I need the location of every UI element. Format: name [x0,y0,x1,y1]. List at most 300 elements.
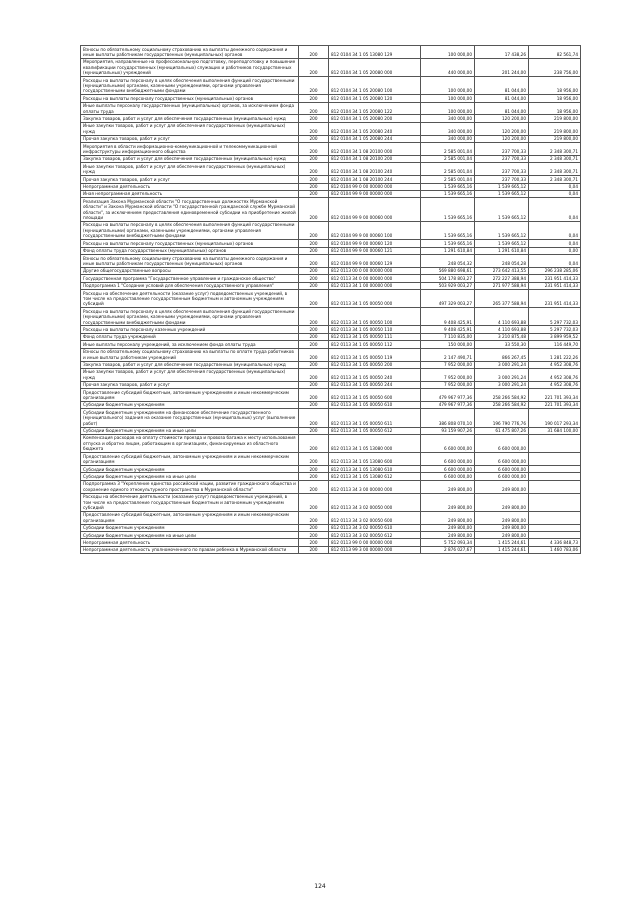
row-remainder-amount [529,434,581,452]
row-approved-amount: 93 159 907,26 [421,427,475,434]
row-budget-code: 812 0113 34 1 05 00050 119 [329,348,421,361]
table-row [81,95,581,102]
row-line-code: 200 [299,247,329,254]
row-line-code: 200 [299,341,329,348]
row-executed-amount: 6 600 000,00 [475,434,529,452]
row-remainder-amount: 221 701 393,34 [529,389,581,402]
row-approved-amount: 479 967 977,36 [421,401,475,408]
row-remainder-amount: 219 800,00 [529,122,581,135]
row-executed-amount: 81 044,00 [475,77,529,95]
row-remainder-amount [529,524,581,531]
row-name: Подпрограмма 1 "Создание условий для обеспечения государственного управления" [81,282,299,289]
table-row [81,290,581,308]
row-name: Мероприятия в области информационно-коммуникационной и телекоммуникационной инфраструктуры информационного общества [81,143,299,156]
row-budget-code: 812 0113 34 1 05 00050 110 [329,326,421,333]
table-body [81,46,581,554]
row-line-code: 200 [299,453,329,466]
row-approved-amount: 7 952 000,00 [421,381,475,388]
row-approved-amount: 1 539 665,16 [421,183,475,190]
row-budget-code: 812 0113 34 1 05 13080 612 [329,473,421,480]
row-budget-code: 812 0104 99 9 00 00000 000 [329,190,421,197]
row-line-code: 200 [299,524,329,531]
row-budget-code: 812 0113 34 3 00 00000 000 [329,480,421,493]
row-name: Иные выплаты персоналу государственных (муниципальных) органов, за исключением фонда оплаты труда [81,102,299,115]
table-row [81,480,581,493]
row-line-code: 200 [299,163,329,176]
row-remainder-amount: 0,04 [529,240,581,247]
row-budget-code: 812 0113 34 1 05 13080 000 [329,434,421,452]
row-approved-amount: 1 539 665,16 [421,198,475,222]
row-budget-code: 812 0113 34 3 02 00050 612 [329,532,421,539]
row-remainder-amount: 2 348 300,71 [529,176,581,183]
row-budget-code: 812 0104 34 1 05 13080 129 [329,46,421,59]
row-name: Закупка товаров, работ и услуг для обеспечения государственных (муниципальных) нужд [81,361,299,368]
row-remainder-amount: 231 951 414,33 [529,290,581,308]
row-approved-amount: 2 876 027,67 [421,546,475,553]
row-line-code: 200 [299,493,329,511]
row-approved-amount: 386 808 070,10 [421,409,475,427]
row-executed-amount: 249 800,00 [475,532,529,539]
row-approved-amount: 6 600 000,00 [421,453,475,466]
row-name: Субсидии бюджетным учреждениям [81,401,299,408]
table-row [81,389,581,402]
row-line-code: 200 [299,480,329,493]
row-name: Иные выплаты персоналу учреждений, за исключением фонда оплаты труда [81,341,299,348]
row-budget-code: 812 0104 99 0 00 00000 000 [329,183,421,190]
row-executed-amount: 1 291 610,84 [475,247,529,254]
table-row [81,434,581,452]
table-row [81,155,581,162]
row-name: Расходы на обеспечение деятельности (оказание услуг) подведомственных учреждений, в том числе на предоставление государственным бюджетным и автономным учреждениям субсидий [81,493,299,511]
row-executed-amount: 81 044,00 [475,95,529,102]
row-remainder-amount: 1 460 783,06 [529,546,581,553]
row-name: Субсидии бюджетным учреждениям [81,466,299,473]
row-approved-amount: 504 178 803,27 [421,275,475,282]
row-name: Закупка товаров, работ и услуг для обеспечения государственных (муниципальных) нужд [81,155,299,162]
row-executed-amount: 1 539 665,12 [475,221,529,239]
row-line-code: 200 [299,427,329,434]
row-line-code: 200 [299,389,329,402]
table-row [81,183,581,190]
row-remainder-amount: 0,04 [529,255,581,268]
row-remainder-amount: 82 561,74 [529,46,581,59]
row-remainder-amount [529,453,581,466]
row-name: Субсидии бюджетным учреждениям на иные цели [81,427,299,434]
row-line-code: 200 [299,282,329,289]
row-budget-code: 812 0113 34 3 02 00050 000 [329,493,421,511]
row-approved-amount: 7 110 835,00 [421,333,475,340]
table-row [81,282,581,289]
row-line-code: 200 [299,434,329,452]
row-executed-amount: 3 210 875,48 [475,333,529,340]
row-line-code: 200 [299,155,329,162]
table-row [81,115,581,122]
row-executed-amount: 237 700,33 [475,143,529,156]
row-budget-code: 812 0113 34 1 05 00050 111 [329,333,421,340]
row-executed-amount: 1 539 665,12 [475,190,529,197]
table-row [81,453,581,466]
row-budget-code: 812 0113 34 1 05 13080 610 [329,466,421,473]
table-row [81,267,581,274]
table-row [81,532,581,539]
row-approved-amount: 249 800,00 [421,480,475,493]
row-approved-amount: 340 000,00 [421,115,475,122]
row-name: Расходы на обеспечение деятельности (оказание услуг) подведомственных учреждений, в том числе на предоставление государственным бюджетным и автономным учреждениям субсидий [81,290,299,308]
row-remainder-amount: 219 800,00 [529,135,581,142]
row-executed-amount: 248 054,28 [475,255,529,268]
row-remainder-amount: 31 684 100,00 [529,427,581,434]
row-budget-code: 812 0104 34 1 05 20080 240 [329,122,421,135]
row-remainder-amount [529,466,581,473]
row-line-code: 200 [299,401,329,408]
row-budget-code: 812 0113 99 0 00 00000 000 [329,539,421,546]
row-executed-amount: 272 227 388,94 [475,275,529,282]
table-row [81,368,581,381]
row-executed-amount: 3 000 291,24 [475,368,529,381]
row-remainder-amount: 4 952 308,76 [529,368,581,381]
row-line-code: 200 [299,198,329,222]
row-name: Иные закупки товаров, работ и услуг для обеспечения государственных (муниципальных) нужд [81,163,299,176]
table-row [81,326,581,333]
row-executed-amount: 249 800,00 [475,493,529,511]
table-row [81,275,581,282]
row-budget-code: 812 0113 34 1 05 00050 200 [329,361,421,368]
row-remainder-amount: 238 756,00 [529,58,581,76]
row-executed-amount: 4 110 693,88 [475,308,529,326]
table-row [81,102,581,115]
row-remainder-amount [529,532,581,539]
table-row [81,333,581,340]
row-name: Прочая закупка товаров, работ и услуг [81,381,299,388]
row-line-code: 200 [299,95,329,102]
row-budget-code: 812 0113 34 1 00 00000 000 [329,282,421,289]
row-line-code: 200 [299,240,329,247]
row-name: Иная непрограммная деятельность [81,190,299,197]
row-remainder-amount: 18 956,00 [529,95,581,102]
row-approved-amount: 1 539 665,16 [421,221,475,239]
row-budget-code: 812 0113 34 1 05 00050 610 [329,401,421,408]
row-budget-code: 812 0113 34 1 05 00050 612 [329,427,421,434]
row-budget-code: 812 0113 00 0 00 00000 000 [329,267,421,274]
row-name: Непрограммная деятельность [81,539,299,546]
table-row [81,247,581,254]
row-line-code: 200 [299,77,329,95]
row-remainder-amount: 0,00 [529,247,581,254]
row-remainder-amount: 231 951 414,33 [529,282,581,289]
row-executed-amount: 1 539 665,12 [475,183,529,190]
row-executed-amount: 249 800,00 [475,480,529,493]
table-row [81,473,581,480]
row-approved-amount: 2 585 001,04 [421,143,475,156]
row-approved-amount: 479 967 977,36 [421,389,475,402]
table-row [81,381,581,388]
row-name: Расходы на выплаты персоналу в целях обеспечения выполнения функций государственными (муниципальными) органами, казенными учреждениями, органами управления государственными внебюджетными фондами [81,221,299,239]
budget-execution-table [80,45,581,554]
row-line-code: 200 [299,333,329,340]
row-remainder-amount [529,493,581,511]
row-name: Предоставление субсидий бюджетным, автономным учреждениям и иным некоммерческим организациям [81,389,299,402]
row-remainder-amount: 296 238 285,06 [529,267,581,274]
table-row [81,190,581,197]
row-remainder-amount: 0,04 [529,221,581,239]
row-budget-code: 812 0104 34 1 08 20100 000 [329,143,421,156]
row-line-code: 200 [299,275,329,282]
row-approved-amount: 249 800,00 [421,493,475,511]
row-budget-code: 812 0113 99 3 00 00000 000 [329,546,421,553]
row-name: Взносы по обязательному социальному страхованию на выплаты денежного содержания и иные выплаты работникам государственных (муниципальных) органов [81,255,299,268]
row-approved-amount: 6 600 000,00 [421,466,475,473]
row-budget-code: 812 0113 34 1 05 00050 240 [329,368,421,381]
row-budget-code: 812 0104 99 9 00 00060 121 [329,247,421,254]
row-name: Компенсация расходов на оплату стоимости проезда и провоза багажа к месту использования отпуска и обратно лицам, работающим в организациях, финансируемых из областного бюджета [81,434,299,452]
row-approved-amount: 249 800,00 [421,532,475,539]
row-executed-amount: 3 000 291,24 [475,361,529,368]
row-remainder-amount: 4 336 848,73 [529,539,581,546]
row-line-code: 200 [299,58,329,76]
table-row [81,46,581,59]
row-executed-amount: 33 550,30 [475,341,529,348]
table-row [81,361,581,368]
row-name: Субсидии бюджетным учреждениям [81,524,299,531]
row-approved-amount: 340 000,00 [421,122,475,135]
row-budget-code: 812 0113 34 1 05 00050 244 [329,381,421,388]
row-remainder-amount: 4 952 308,76 [529,361,581,368]
row-budget-code: 812 0113 34 1 05 00050 112 [329,341,421,348]
row-remainder-amount: 1 281 222,26 [529,348,581,361]
row-remainder-amount [529,511,581,524]
row-budget-code: 812 0113 34 1 05 00050 600 [329,389,421,402]
row-approved-amount: 150 000,00 [421,341,475,348]
table-row [81,122,581,135]
row-line-code: 200 [299,348,329,361]
table-row [81,77,581,95]
row-budget-code: 812 0104 34 1 05 20080 120 [329,95,421,102]
table-row [81,539,581,546]
row-approved-amount: 1 291 610,84 [421,247,475,254]
table-row [81,466,581,473]
row-line-code: 200 [299,176,329,183]
row-line-code: 200 [299,290,329,308]
table-row [81,308,581,326]
row-line-code: 200 [299,466,329,473]
row-executed-amount: 249 800,00 [475,511,529,524]
row-approved-amount: 248 054,32 [421,255,475,268]
row-approved-amount: 249 800,00 [421,524,475,531]
row-budget-code: 812 0104 99 9 00 00060 100 [329,221,421,239]
row-approved-amount: 6 600 000,00 [421,434,475,452]
row-approved-amount: 503 929 003,27 [421,282,475,289]
row-budget-code: 812 0113 34 1 05 00050 000 [329,290,421,308]
row-line-code: 200 [299,122,329,135]
row-budget-code: 812 0104 99 9 00 00060 120 [329,240,421,247]
row-remainder-amount: 190 017 293,34 [529,409,581,427]
row-remainder-amount: 116 449,70 [529,341,581,348]
table-row [81,511,581,524]
row-name: Непрограммная деятельность [81,183,299,190]
row-approved-amount: 569 880 698,61 [421,267,475,274]
row-name: Прочая закупка товаров, работ и услуг [81,176,299,183]
row-name: Расходы на выплаты персоналу в целях обеспечения выполнения функций государственными (муниципальными) органами, казенными учреждениями, органами управления государственными внебюджетными фондами [81,308,299,326]
row-remainder-amount: 0,04 [529,183,581,190]
row-remainder-amount: 219 800,00 [529,115,581,122]
row-executed-amount: 273 642 413,55 [475,267,529,274]
row-budget-code: 812 0113 34 3 02 00050 610 [329,524,421,531]
row-executed-amount: 6 600 000,00 [475,473,529,480]
row-executed-amount: 196 790 776,76 [475,409,529,427]
row-executed-amount: 201 244,00 [475,58,529,76]
row-budget-code: 812 0104 34 1 08 20100 240 [329,163,421,176]
row-remainder-amount: 3 899 959,52 [529,333,581,340]
row-budget-code: 812 0113 34 1 05 00050 611 [329,409,421,427]
row-executed-amount: 1 415 244,61 [475,546,529,553]
row-line-code: 200 [299,183,329,190]
row-approved-amount: 9 408 425,91 [421,326,475,333]
row-approved-amount: 100 000,00 [421,95,475,102]
row-name: Мероприятия, направленные на профессиональную подготовку, переподготовку и повышение квалификации государственных (муниципальных) служащих и работников государственных (муниципальных) учреждений [81,58,299,76]
row-approved-amount: 7 952 000,00 [421,361,475,368]
row-name: Фонд оплаты труда государственных (муниципальных) органов [81,247,299,254]
row-name: Прочая закупка товаров, работ и услуг [81,135,299,142]
row-remainder-amount: 5 297 732,03 [529,326,581,333]
row-approved-amount: 9 408 425,91 [421,308,475,326]
row-line-code: 200 [299,46,329,59]
row-name: Фонд оплаты труда учреждений [81,333,299,340]
row-name: Взносы по обязательному социальному страхованию на выплаты по оплате труда работников и иные выплаты работникам учреждений [81,348,299,361]
row-name: Субсидии бюджетным учреждениям на финансовое обеспечение государственного (муниципального) задания на оказание государственных (муниципальных) услуг (выполнение работ) [81,409,299,427]
row-budget-code: 812 0104 34 1 05 20080 200 [329,115,421,122]
table-row [81,524,581,531]
row-name: Реализация Закона Мурманской области "О государственных должностях Мурманской области" и Закона Мурманской области "О государственной гражданской службе Мурманской области", за исключением предоставления единовременной субсидии на приобретение жилой площади [81,198,299,222]
table-row [81,427,581,434]
row-approved-amount: 2 585 001,04 [421,176,475,183]
table-row [81,135,581,142]
table-row [81,163,581,176]
table-row [81,176,581,183]
row-executed-amount: 4 110 693,88 [475,326,529,333]
row-executed-amount: 61 475 807,26 [475,427,529,434]
row-name: Иные закупки товаров, работ и услуг для обеспечения государственных (муниципальных) нужд [81,368,299,381]
row-line-code: 200 [299,511,329,524]
row-budget-code: 812 0113 34 1 05 13080 600 [329,453,421,466]
table-row [81,198,581,222]
row-approved-amount: 100 000,00 [421,77,475,95]
row-approved-amount: 340 000,00 [421,135,475,142]
row-executed-amount: 1 539 665,12 [475,198,529,222]
row-executed-amount: 237 700,33 [475,163,529,176]
row-executed-amount: 237 700,33 [475,155,529,162]
row-remainder-amount: 2 348 300,71 [529,163,581,176]
row-remainder-amount [529,480,581,493]
row-remainder-amount: 4 952 308,76 [529,381,581,388]
row-line-code: 200 [299,221,329,239]
row-remainder-amount: 0,04 [529,198,581,222]
table-row [81,341,581,348]
table-row [81,348,581,361]
row-executed-amount: 17 438,26 [475,46,529,59]
table-row [81,546,581,553]
table-row [81,401,581,408]
row-remainder-amount [529,473,581,480]
row-budget-code: 812 0113 34 1 05 00050 100 [329,308,421,326]
row-line-code: 200 [299,368,329,381]
table-row [81,493,581,511]
row-executed-amount: 1 415 244,61 [475,539,529,546]
row-line-code: 200 [299,115,329,122]
row-budget-code: 812 0104 34 1 05 20080 122 [329,102,421,115]
row-name: Непрограммная деятельность уполномоченного по правам ребенка в Мурманской области [81,546,299,553]
row-name: Закупка товаров, работ и услуг для обеспечения государственных (муниципальных) нужд [81,115,299,122]
row-name: Другие общегосударственные вопросы [81,267,299,274]
row-line-code: 200 [299,190,329,197]
row-line-code: 200 [299,102,329,115]
page-number: 124 [314,883,326,890]
row-name: Расходы на выплаты персоналу государственных (муниципальных) органов [81,240,299,247]
row-line-code: 200 [299,135,329,142]
row-approved-amount: 6 600 000,00 [421,473,475,480]
row-executed-amount: 120 200,00 [475,135,529,142]
row-name: Расходы на выплаты персоналу казенных учреждений [81,326,299,333]
row-executed-amount: 258 266 584,92 [475,401,529,408]
row-remainder-amount: 0,04 [529,190,581,197]
row-budget-code: 812 0104 99 9 00 00060 129 [329,255,421,268]
row-executed-amount: 6 600 000,00 [475,453,529,466]
row-budget-code: 812 0104 34 1 05 20080 000 [329,58,421,76]
row-executed-amount: 866 267,45 [475,348,529,361]
table-row [81,143,581,156]
row-approved-amount: 100 000,00 [421,46,475,59]
row-approved-amount: 497 329 003,27 [421,290,475,308]
table-row [81,409,581,427]
table-row [81,255,581,268]
row-remainder-amount: 18 956,00 [529,102,581,115]
row-executed-amount: 265 377 588,94 [475,290,529,308]
row-name: Предоставление субсидий бюджетным, автономным учреждениям и иным некоммерческим организациям [81,511,299,524]
row-line-code: 200 [299,409,329,427]
table-row [81,240,581,247]
table-row [81,221,581,239]
row-line-code: 200 [299,546,329,553]
row-line-code: 200 [299,532,329,539]
row-name: Расходы на выплаты персоналу государственных (муниципальных) органов [81,95,299,102]
row-budget-code: 812 0113 34 0 00 00000 000 [329,275,421,282]
row-line-code: 200 [299,473,329,480]
row-line-code: 200 [299,255,329,268]
row-approved-amount: 100 000,00 [421,102,475,115]
row-approved-amount: 1 539 665,16 [421,190,475,197]
row-executed-amount: 249 800,00 [475,524,529,531]
row-name: Иные закупки товаров, работ и услуг для обеспечения государственных (муниципальных) нужд [81,122,299,135]
row-remainder-amount: 5 297 732,03 [529,308,581,326]
row-budget-code: 812 0104 34 1 05 20080 244 [329,135,421,142]
row-name: Субсидии бюджетным учреждениям на иные цели [81,473,299,480]
row-executed-amount: 81 044,00 [475,102,529,115]
row-line-code: 200 [299,539,329,546]
row-executed-amount: 120 200,00 [475,122,529,135]
row-budget-code: 812 0104 34 1 08 20100 200 [329,155,421,162]
row-name: Подпрограмма 3 "Укрепление единства российской нации, развитие гражданского общества и сохранение единого этнокультурного пространства в Мурманской области" [81,480,299,493]
row-remainder-amount: 18 956,00 [529,77,581,95]
row-approved-amount: 2 147 490,71 [421,348,475,361]
row-line-code: 200 [299,308,329,326]
row-approved-amount: 249 800,00 [421,511,475,524]
row-executed-amount: 1 539 665,12 [475,240,529,247]
row-approved-amount: 440 000,00 [421,58,475,76]
row-executed-amount: 237 700,33 [475,176,529,183]
row-name: Предоставление субсидий бюджетным, автономным учреждениям и иным некоммерческим организациям [81,453,299,466]
row-name: Расходы на выплаты персоналу в целях обеспечения выполнения функций государственными (муниципальными) органами, казенными учреждениями, органами управления государственными внебюджетными фондами [81,77,299,95]
row-approved-amount: 5 752 093,34 [421,539,475,546]
row-approved-amount: 7 952 000,00 [421,368,475,381]
